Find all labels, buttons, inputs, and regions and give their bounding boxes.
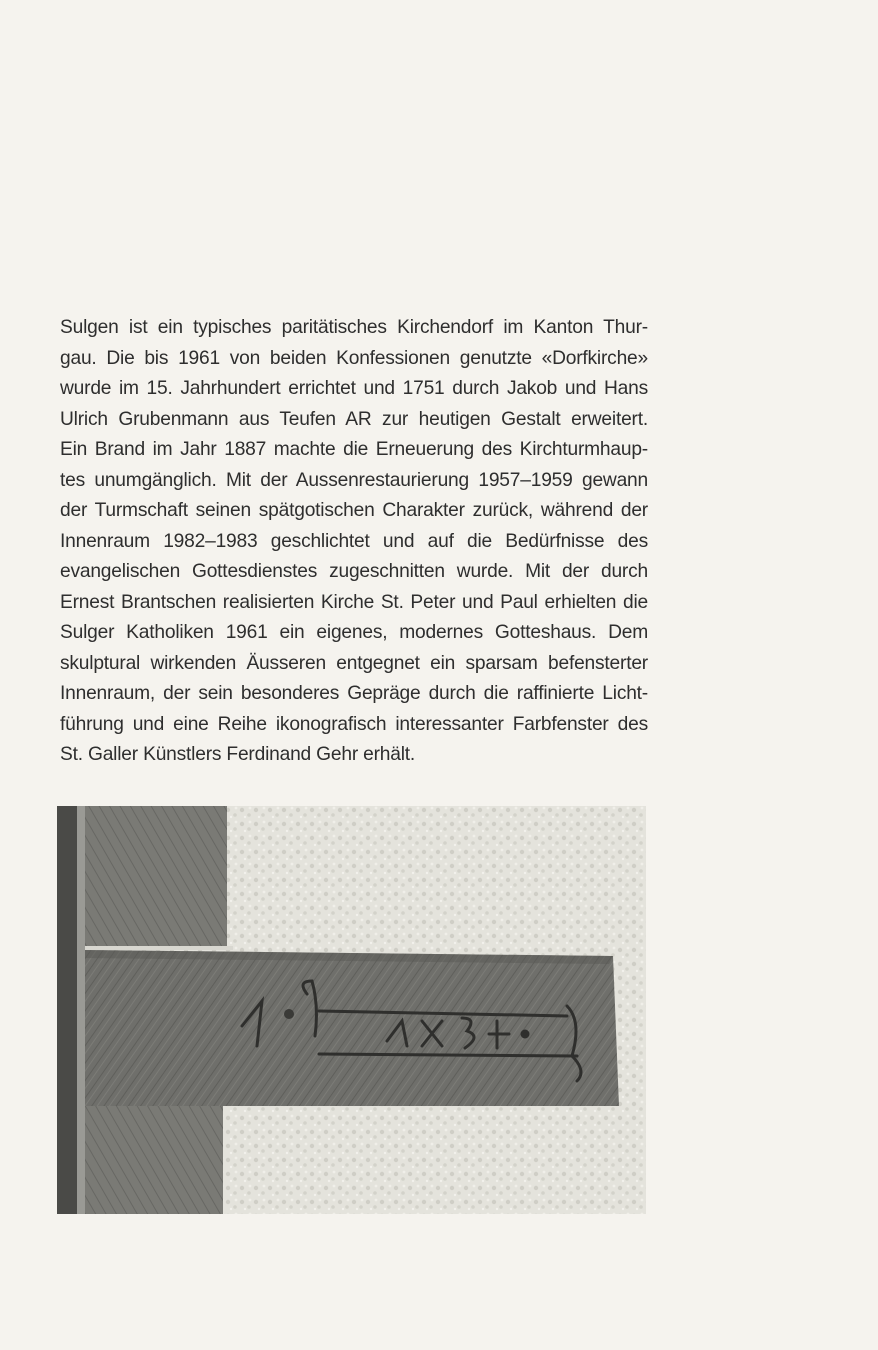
stone-inscription-photo [57,806,646,1214]
text-line: skulptural wirkenden Äusseren entgegnet ein sparsam befensterter [60,652,648,674]
text-line: der Turmschaft seinen spätgotischen Charakter zurück, während der [60,500,648,521]
text-line: Ernest Brantschen realisierten Kirche St. Peter und Paul erhielten die [60,591,648,613]
text-line: Innenraum, der sein besonderes Gepräge durch die raffinierte Licht- [60,683,648,704]
intro-paragraph [60,313,648,771]
text-line: führung und eine Reihe ikonografisch interessanter Farbfenster des [60,713,648,735]
text-line: tes unumgänglich. Mit der Aussenrestaurierung 1957–1959 gewann [60,469,648,491]
text-line: evangelischen Gottesdienstes zugeschnitten wurde. Mit der durch [60,561,648,582]
text-line: Sulger Katholiken 1961 ein eigenes, modernes Gotteshaus. Dem [60,622,648,643]
photo-image [57,806,646,1214]
text-line: wurde im 15. Jahrhundert errichtet und 1751 durch Jakob und Hans [60,378,648,399]
text-line: St. Galler Künstlers Ferdinand Gehr erhält. [60,744,416,765]
text-line: Innenraum 1982–1983 geschlichtet und auf die Bedürfnisse des [60,530,648,552]
text-line: Ein Brand im Jahr 1887 machte die Erneuerung des Kirchturmhaup- [60,439,648,460]
text-line: Sulgen ist ein typisches paritätisches Kirchendorf im Kanton Thur- [60,317,648,338]
text-line: gau. Die bis 1961 von beiden Konfessionen genutzte «Dorfkirche» [60,347,648,369]
text-line: Ulrich Grubenmann aus Teufen AR zur heutigen Gestalt erweitert. [60,408,648,430]
